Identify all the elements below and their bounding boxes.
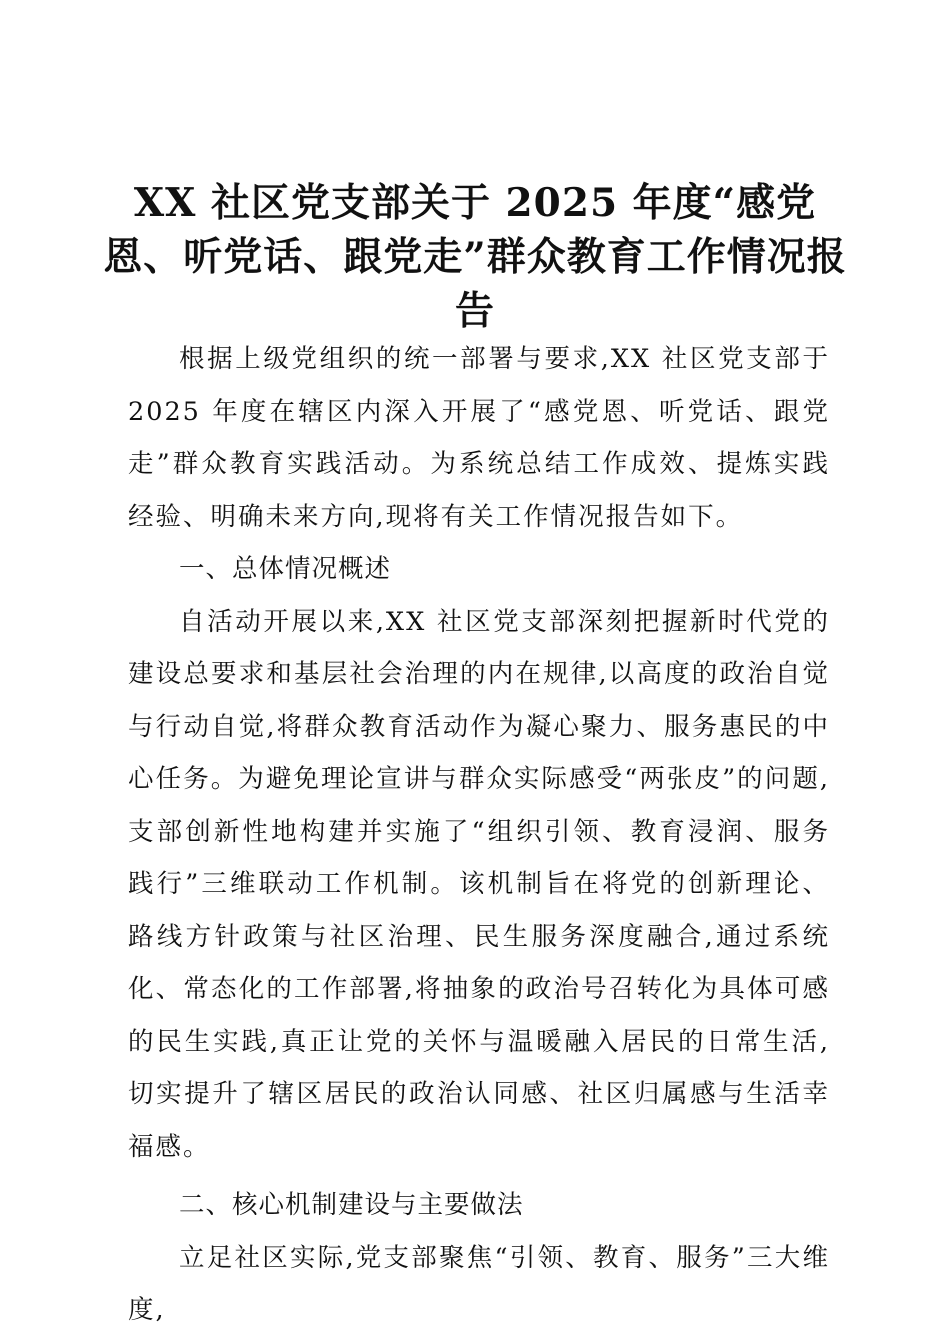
overview-paragraph: 自活动开展以来,XX 社区党支部深刻把握新时代党的建设总要求和基层社会治理的内在规律,以高度的政治自觉与行动自觉,将群众教育活动作为凝心聚力、服务惠民的中心任务。为避免理论宣讲与群众实际感受“两张皮”的问题,支部创新性地构建并实施了“组织引领、教育浸润、服务践行”三维联动工作机制。该机制旨在将党的创新理论、路线方针政策与社区治理、民生服务深度融合,通过系统化、常态化的工作部署,将抽象的政治号召转化为具体可感的民生实践,真正让党的关怀与温暖融入居民的日常生活,切实提升了辖区居民的政治认同感、社区归属感与生活幸福感。 <box>128 606 830 1162</box>
mechanism-paragraph: 立足社区实际,党支部聚焦“引领、教育、服务”三大维度, <box>128 1242 830 1325</box>
document-body <box>128 333 830 1337</box>
section-heading-overview: 一、总体情况概述 <box>179 554 392 584</box>
section-heading-mechanism: 二、核心机制建设与主要做法 <box>179 1190 524 1220</box>
intro-paragraph: 根据上级党组织的统一部署与要求,XX 社区党支部于 2025 年度在辖区内深入开展了“感党恩、听党话、跟党走”群众教育实践活动。为系统总结工作成效、提炼实践经验、明确未来方向,现将有关工作情况报告如下。 <box>128 344 830 532</box>
document-title: XX 社区党支部关于 2025 年度“感党恩、听党话、跟党走”群众教育工作情况报告 <box>103 180 847 335</box>
